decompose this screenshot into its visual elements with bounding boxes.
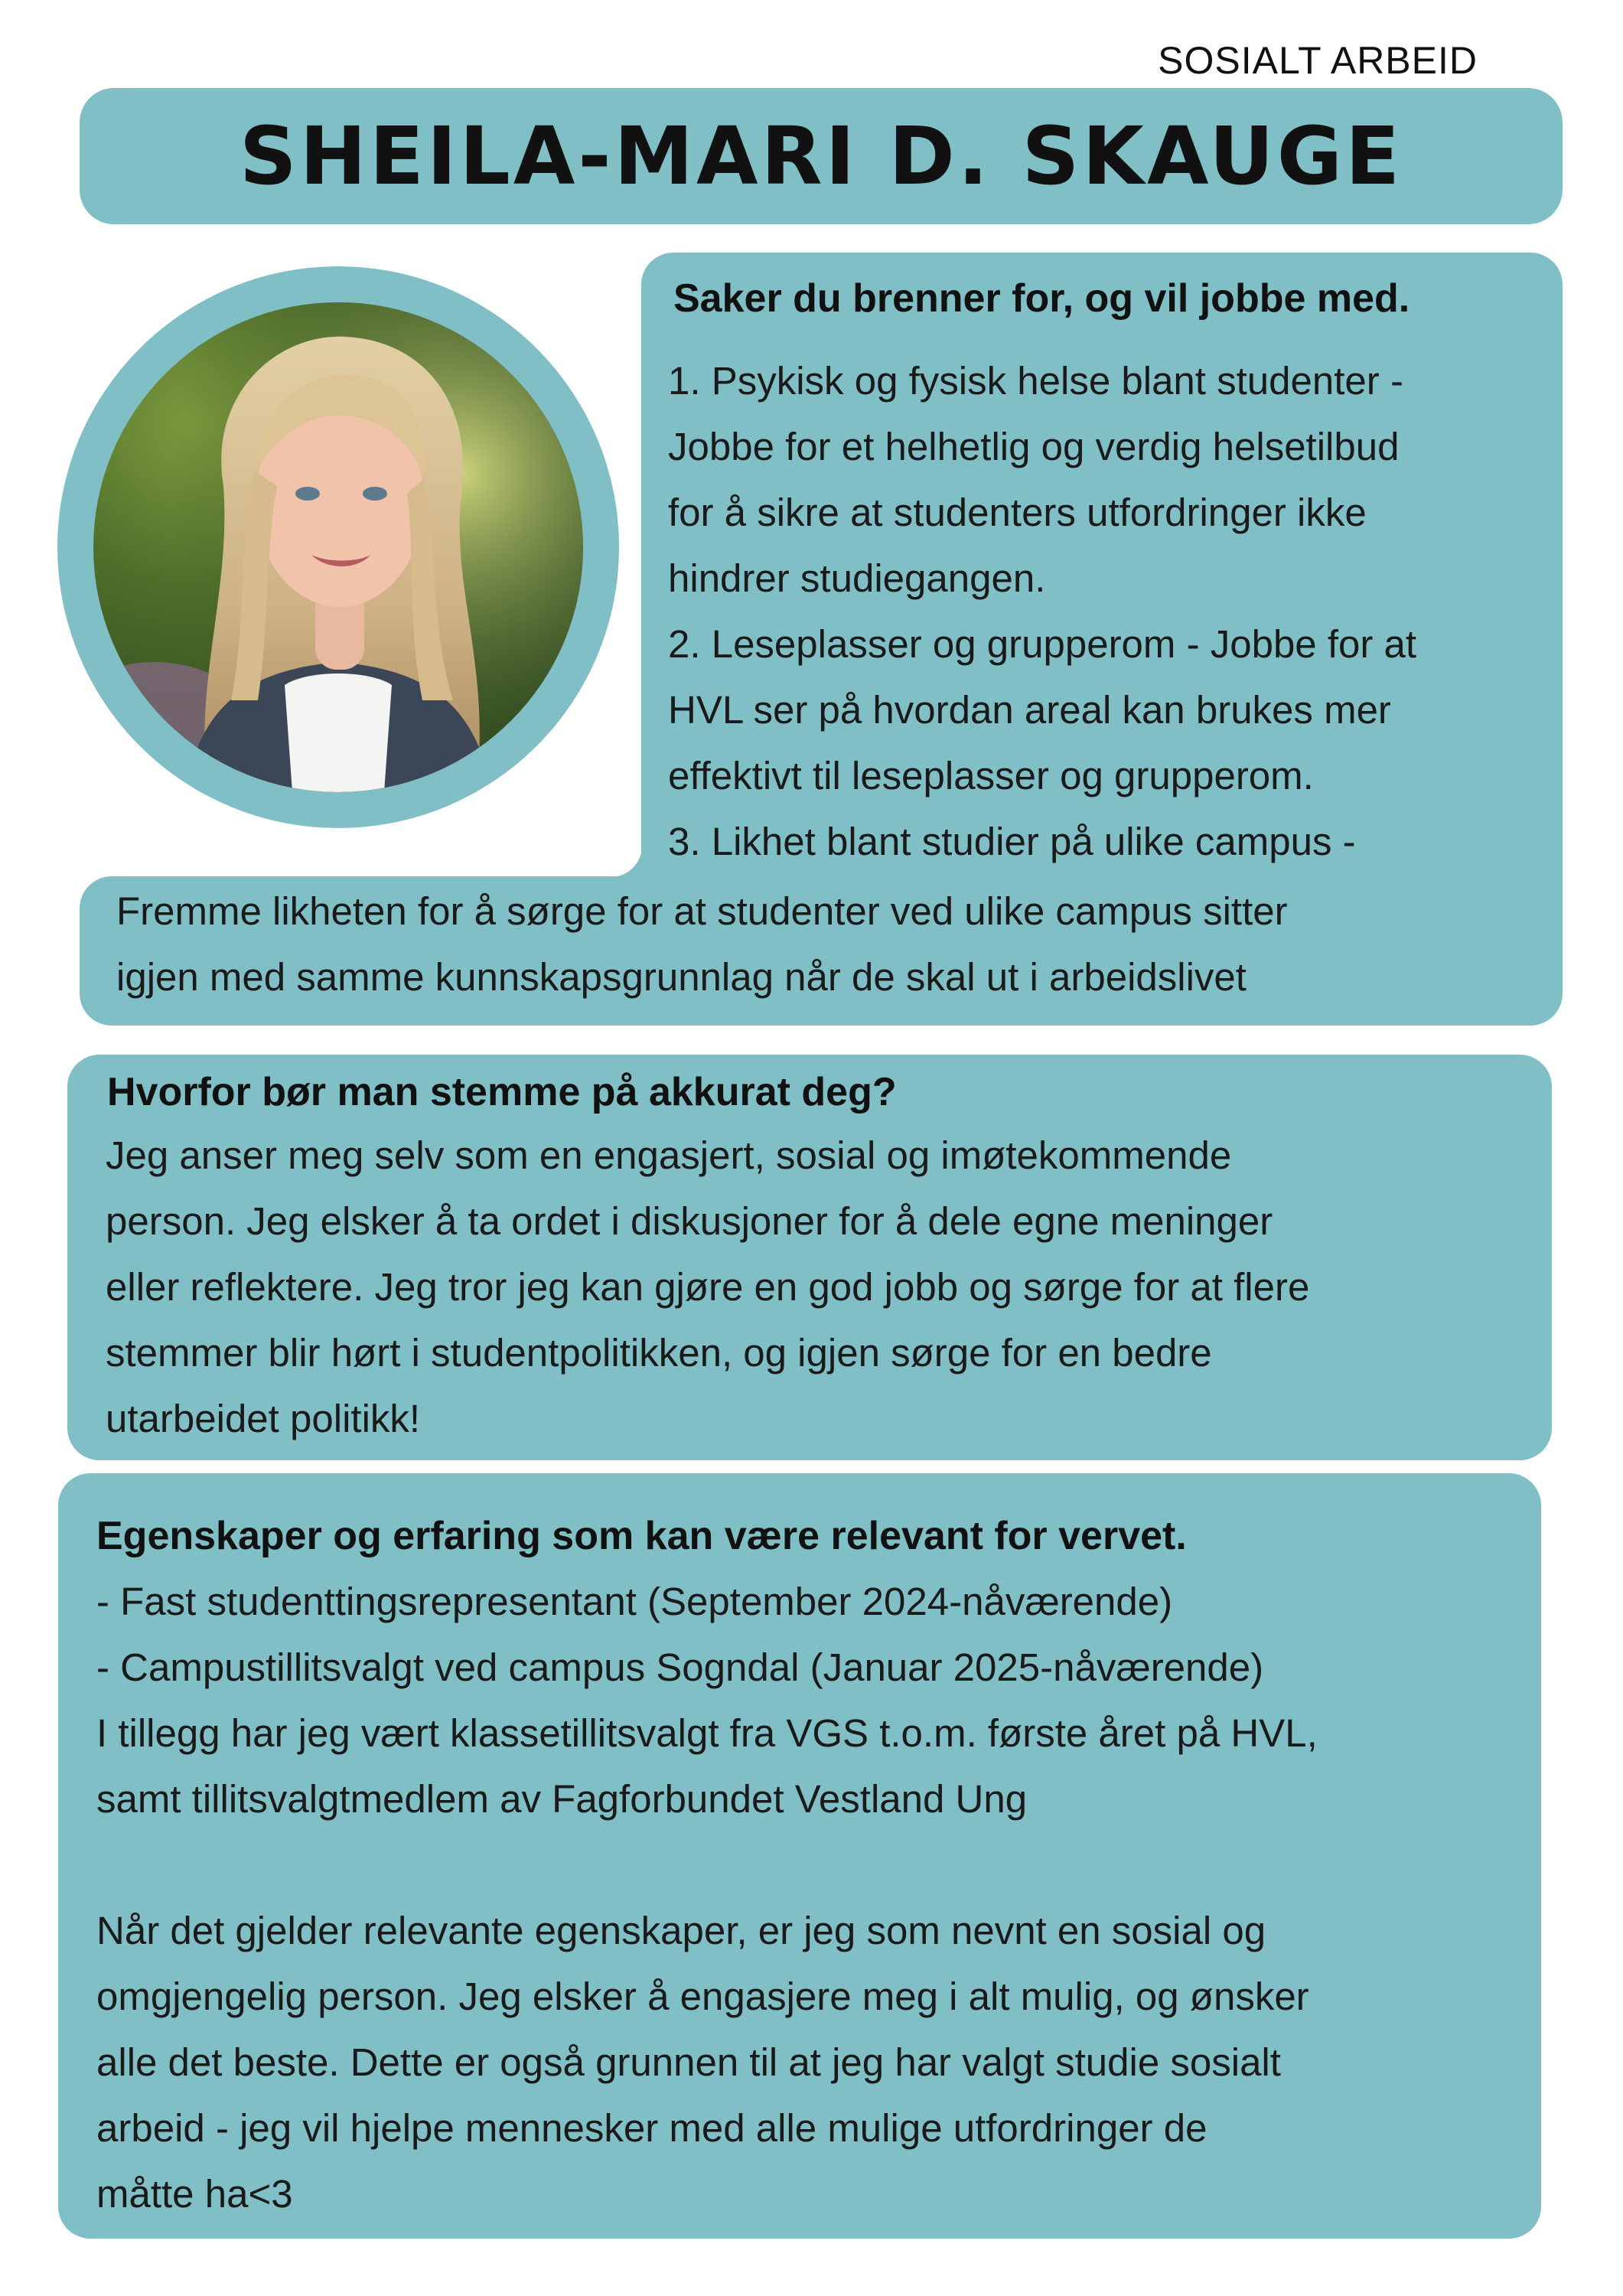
text-line: utarbeidet politikk! [106, 1397, 421, 1440]
text-line: 2. Leseplasser og grupperom - Jobbe for at [668, 622, 1417, 666]
text-line: Når det gjelder relevante egenskaper, er jeg som nevnt en sosial og [96, 1909, 1266, 1952]
text-line: person. Jeg elsker å ta ordet i diskusjoner for å dele egne meninger [106, 1199, 1273, 1243]
text-line: effektivt til leseplasser og grupperom. [668, 754, 1314, 797]
text-line: Jeg anser meg selv som en engasjert, sosial og imøtekommende [106, 1133, 1232, 1177]
text-line: for å sikre at studenters utfordringer ikke [668, 491, 1367, 534]
text-line: måtte ha<3 [96, 2172, 293, 2216]
text-line: I tillegg har jeg vært klassetillitsvalgt fra VGS t.o.m. første året på HVL, [96, 1711, 1318, 1755]
causes-text [668, 348, 1556, 875]
candidate-photo [93, 302, 583, 792]
text-line: - Campustillitsvalgt ved campus Sogndal (Januar 2025-nåværende) [96, 1645, 1264, 1689]
panel-corner [611, 846, 642, 877]
experience-heading: Egenskaper og erfaring som kan være relevant for vervet. [96, 1514, 1187, 1558]
text-line: 3. Likhet blant studier på ulike campus - [668, 820, 1356, 863]
text-line: Jobbe for et helhetlig og verdig helsetilbud [668, 425, 1400, 468]
text-line: Fremme likheten for å sørge for at studenter ved ulike campus sitter [116, 889, 1288, 933]
category-label: SOSIALT ARBEID [1158, 39, 1478, 82]
why-heading: Hvorfor bør man stemme på akkurat deg? [107, 1070, 897, 1114]
causes-text-continued [116, 879, 1540, 1010]
text-line: - Fast studenttingsrepresentant (September 2024-nåværende) [96, 1580, 1173, 1623]
text-line: stemmer blir hørt i studentpolitikken, og igjen sørge for en bedre [106, 1331, 1212, 1375]
text-line: alle det beste. Dette er også grunnen til at jeg har valgt studie sosialt [96, 2040, 1281, 2084]
experience-text [96, 1569, 1535, 2227]
text-line: igjen med samme kunnskapsgrunnlag når de skal ut i arbeidslivet [116, 955, 1247, 999]
why-text [106, 1123, 1544, 1452]
text-line: omgjengelig person. Jeg elsker å engasjere meg i alt mulig, og ønsker [96, 1975, 1309, 2018]
causes-heading: Saker du brenner for, og vil jobbe med. [673, 276, 1410, 321]
paragraph-gap [96, 1832, 1535, 1898]
text-line: samt tillitsvalgtmedlem av Fagforbundet Vestland Ung [96, 1777, 1028, 1821]
text-line: 1. Psykisk og fysisk helse blant studenter - [668, 359, 1403, 403]
text-line: eller reflektere. Jeg tror jeg kan gjøre en god jobb og sørge for at flere [106, 1265, 1310, 1309]
text-line: hindrer studiegangen. [668, 556, 1046, 600]
text-line: HVL ser på hvordan areal kan brukes mer [668, 688, 1391, 732]
text-line: arbeid - jeg vil hjelpe mennesker med alle mulige utfordringer de [96, 2106, 1207, 2150]
portrait-illustration [93, 302, 583, 792]
name-banner [80, 88, 1563, 224]
candidate-name: SHEILA-MARI D. SKAUGE [239, 109, 1403, 203]
